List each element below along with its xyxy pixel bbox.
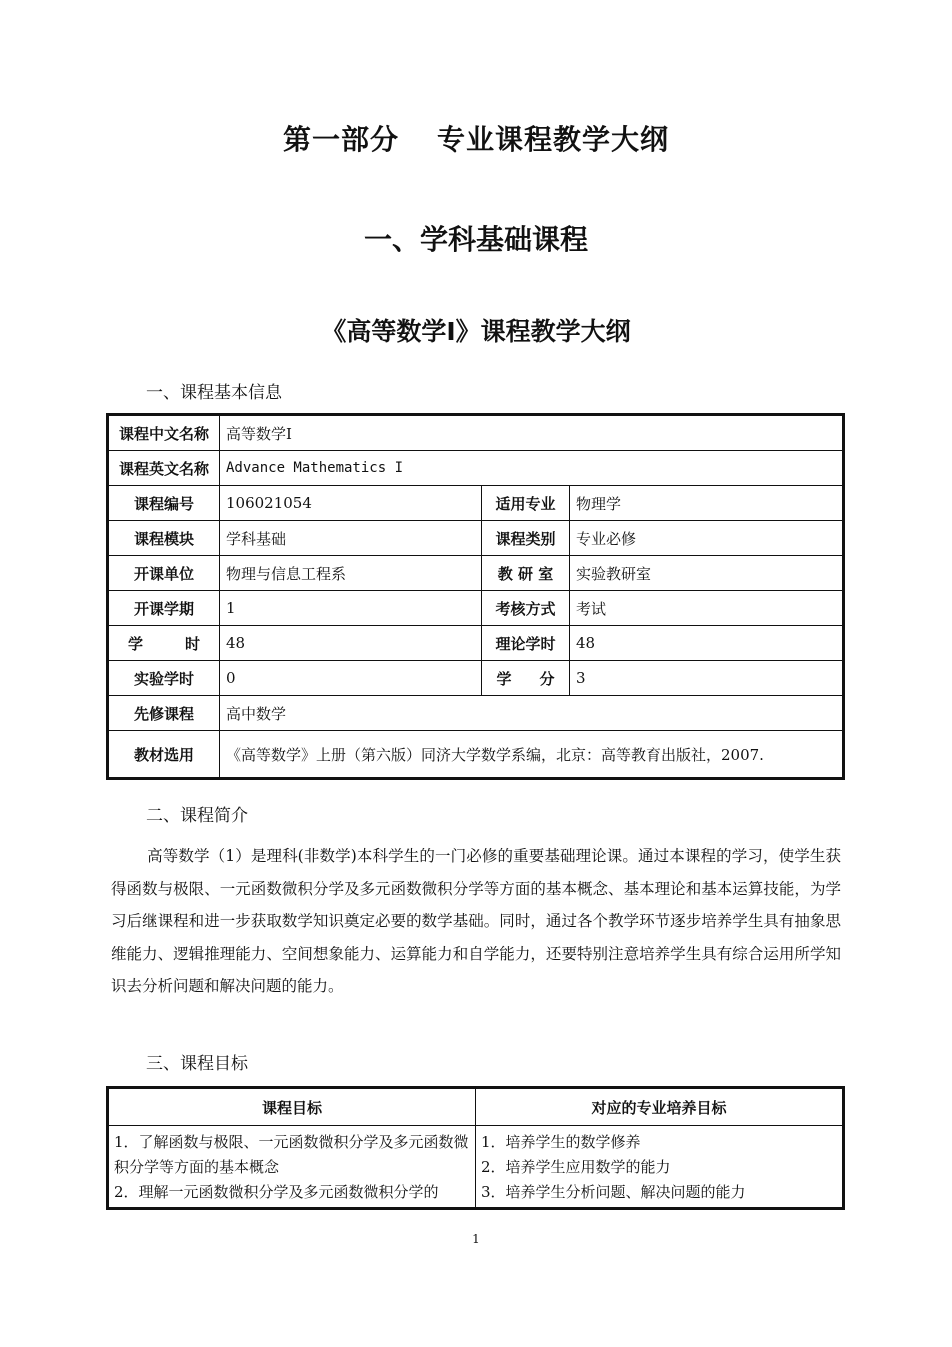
part-label: 第一部分 — [282, 123, 399, 156]
type-label: 课程类别 — [482, 521, 570, 556]
major-value: 物理学 — [570, 486, 844, 521]
table-row — [108, 731, 844, 779]
course-info-table — [106, 413, 845, 780]
list-item: 1．了解函数与极限、一元函数微积分学及多元函数微积分学等方面的基本概念 — [114, 1133, 469, 1176]
list-item: 3．培养学生分析问题、解决问题的能力 — [481, 1183, 746, 1201]
hours-label: 学 时 — [108, 626, 220, 661]
course-goals-table — [106, 1086, 845, 1210]
hours-value: 48 — [220, 626, 482, 661]
table-row — [108, 521, 844, 556]
list-item: 2．理解一元函数微积分学及多元函数微积分学的 — [114, 1183, 439, 1201]
office-value: 实验教研室 — [570, 556, 844, 591]
section-1-heading: 一、课程基本信息 — [146, 383, 282, 403]
exam-value: 考试 — [570, 591, 844, 626]
table-header-row — [108, 1088, 844, 1126]
credits-label: 学 分 — [482, 661, 570, 696]
table-row — [108, 556, 844, 591]
office-label: 教 研 室 — [482, 556, 570, 591]
lab-hours-label: 实验学时 — [108, 661, 220, 696]
unit-label: 开课单位 — [108, 556, 220, 591]
list-item: 1．培养学生的数学修养 — [481, 1133, 641, 1151]
targets-cell — [476, 1126, 844, 1209]
goals-cell — [108, 1126, 476, 1209]
part-title — [0, 118, 952, 158]
course-intro-text: 高等数学（1）是理科(非数学)本科学生的一门必修的重要基础理论课。通过本课程的学习，使学生获得函数与极限、一元函数微积分学及多元函数微积分学等方面的基本概念、基本理论和基本运算技能，为学习后继课程和进一步获取数学知识奠定必要的数学基础。同时，通过各个教学环节逐步培养学生具有抽象思维能力、逻辑推理能力、空间想象能力、运算能力和自学能力，还要特别注意培养学生具有综合运用所学知识去分析问题和解决问题的能力。 — [111, 847, 841, 995]
type-value: 专业必修 — [570, 521, 844, 556]
table-row — [108, 591, 844, 626]
goals-column-header: 课程目标 — [108, 1088, 476, 1126]
course-intro-paragraph — [111, 840, 841, 1003]
page-number: 1 — [472, 1232, 480, 1246]
exam-label: 考核方式 — [482, 591, 570, 626]
en-name-label: 课程英文名称 — [108, 451, 220, 486]
cn-name-label: 课程中文名称 — [108, 415, 220, 451]
category-title: 一、学科基础课程 — [363, 223, 588, 256]
major-label: 适用专业 — [482, 486, 570, 521]
table-row — [108, 696, 844, 731]
table-row — [108, 451, 844, 486]
term-value: 1 — [220, 591, 482, 626]
theory-hours-value: 48 — [570, 626, 844, 661]
en-name-value: Advance Mathematics I — [220, 451, 844, 486]
list-item: 2．培养学生应用数学的能力 — [481, 1158, 671, 1176]
theory-hours-label: 理论学时 — [482, 626, 570, 661]
table-row — [108, 486, 844, 521]
textbook-value: 《高等数学》上册（第六版）同济大学数学系编，北京：高等教育出版社，2007. — [220, 731, 844, 779]
credits-value: 3 — [570, 661, 844, 696]
targets-column-header: 对应的专业培养目标 — [476, 1088, 844, 1126]
code-value: 106021054 — [220, 486, 482, 521]
unit-value: 物理与信息工程系 — [220, 556, 482, 591]
table-row — [108, 626, 844, 661]
prereq-label: 先修课程 — [108, 696, 220, 731]
lab-hours-value: 0 — [220, 661, 482, 696]
code-label: 课程编号 — [108, 486, 220, 521]
module-value: 学科基础 — [220, 521, 482, 556]
section-3-heading: 三、课程目标 — [146, 1054, 248, 1074]
course-title: 《高等数学Ⅰ》课程教学大纲 — [321, 317, 631, 346]
section-2-heading: 二、课程简介 — [146, 806, 248, 826]
module-label: 课程模块 — [108, 521, 220, 556]
term-label: 开课学期 — [108, 591, 220, 626]
prereq-value: 高中数学 — [220, 696, 844, 731]
cn-name-value: 高等数学Ⅰ — [220, 415, 844, 451]
table-row — [108, 415, 844, 451]
part-title-text: 专业课程教学大纲 — [437, 123, 670, 156]
table-row — [108, 661, 844, 696]
table-row — [108, 1126, 844, 1209]
textbook-label: 教材选用 — [108, 731, 220, 779]
